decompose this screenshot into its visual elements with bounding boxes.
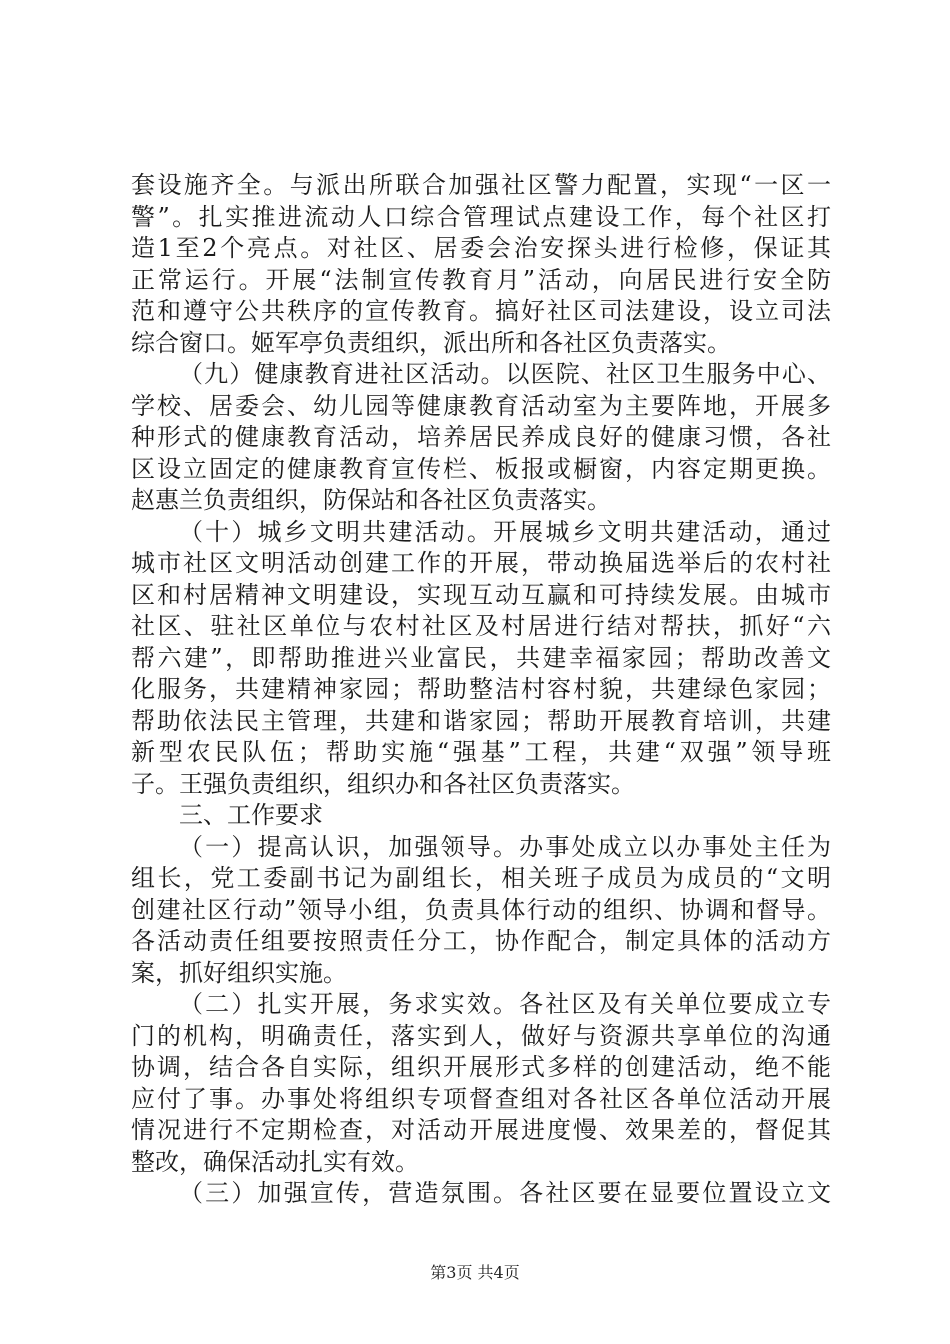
text-line: （三）加强宣传，营造氛围。各社区要在显要位置设立文 (179, 1179, 831, 1207)
page-footer: 第3页 共4页 (430, 1263, 520, 1282)
text-line: 造1至2个亮点。对社区、居委会治安探头进行检修，保证其 (131, 234, 831, 262)
text-line: 创建社区行动”领导小组，负责具体行动的组织、协调和督导。 (131, 895, 831, 924)
text-line: 种形式的健康教育活动，培养居民养成良好的健康习惯，各社 (131, 423, 831, 451)
text-line: 学校、居委会、幼儿园等健康教育活动室为主要阵地，开展多 (131, 391, 831, 420)
text-line: 城市社区文明活动创建工作的开展，带动换届选举后的农村社 (131, 549, 831, 577)
document-body (131, 170, 831, 1210)
text-line: 新型农民队伍；帮助实施“强基”工程，共建“双强”领导班 (131, 738, 831, 766)
text-line: 帮助依法民主管理，共建和谐家园；帮助开展教育培训，共建 (131, 706, 831, 735)
text-line: 化服务，共建精神家园；帮助整洁村容村貌，共建绿色家园； (131, 675, 831, 703)
text-line: 各活动责任组要按照责任分工，协作配合，制定具体的活动方 (131, 927, 831, 955)
text-line: 门的机构，明确责任，落实到人，做好与资源共享单位的沟通 (131, 1021, 831, 1050)
text-line: 综合窗口。姬军亭负责组织，派出所和各社区负责落实。 (131, 328, 731, 357)
text-line: 区和村居精神文明建设，实现互动互赢和可持续发展。由城市 (131, 580, 831, 609)
text-line: 正常运行。开展“法制宣传教育月”活动，向居民进行安全防 (131, 265, 831, 294)
text-line: 套设施齐全。与派出所联合加强社区警力配置，实现“一区一 (131, 171, 831, 199)
text-line: 案，抓好组织实施。 (131, 958, 347, 987)
text-line: 组长，党工委副书记为副组长，相关班子成员为成员的“文明 (131, 864, 831, 892)
text-line: 整改，确保活动扎实有效。 (131, 1147, 419, 1176)
text-line: 范和遵守公共秩序的宣传教育。搞好社区司法建设，设立司法 (131, 297, 831, 325)
text-line: （九）健康教育进社区活动。以医院、社区卫生服务中心、 (179, 360, 831, 388)
text-line: 应付了事。办事处将组织专项督查组对各社区各单位活动开展 (131, 1084, 831, 1113)
text-line: 协调，结合各自实际，组织开展形式多样的创建活动，绝不能 (131, 1053, 831, 1081)
text-line: 赵惠兰负责组织，防保站和各社区负责落实。 (131, 486, 611, 514)
text-line: 帮六建”，即帮助推进兴业富民，共建幸福家园；帮助改善文 (131, 643, 831, 672)
text-line: 区设立固定的健康教育宣传栏、板报或橱窗，内容定期更换。 (131, 454, 831, 483)
text-line: 情况进行不定期检查，对活动开展进度慢、效果差的，督促其 (131, 1116, 831, 1144)
text-line: 社区、驻社区单位与农村社区及村居进行结对帮扶，抓好“六 (131, 612, 831, 640)
section-heading: 三、工作要求 (179, 801, 323, 829)
text-line: （十）城乡文明共建活动。开展城乡文明共建活动，通过 (179, 517, 831, 546)
text-line: 警”。扎实推进流动人口综合管理试点建设工作，每个社区打 (131, 202, 831, 231)
text-line: 子。王强负责组织，组织办和各社区负责落实。 (131, 769, 635, 798)
text-line: （一）提高认识，加强领导。办事处成立以办事处主任为 (179, 832, 831, 861)
text-line: （二）扎实开展，务求实效。各社区及有关单位要成立专 (179, 990, 831, 1018)
